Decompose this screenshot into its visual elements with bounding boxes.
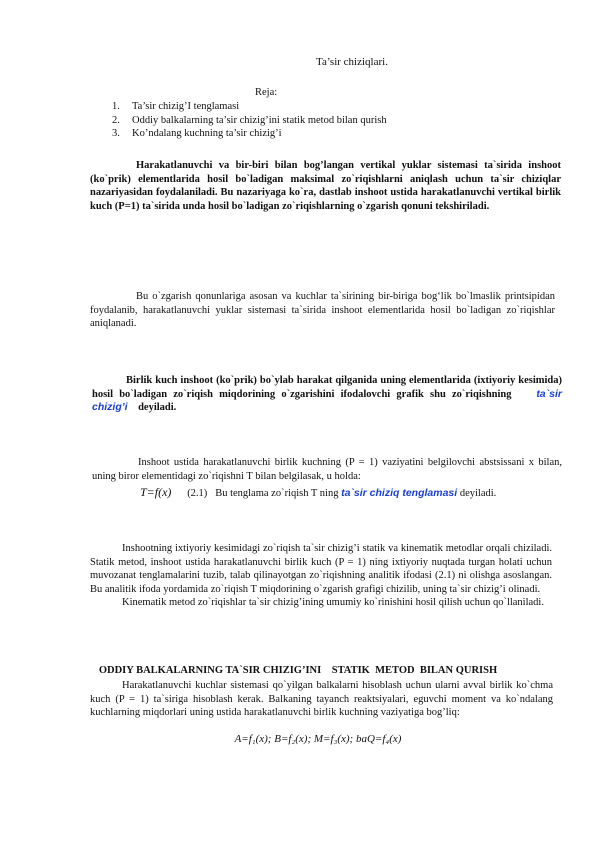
paragraph-beam-forces: Harakatlanuvchi kuchlar sistemasi qo`yilgan balkalarni hisoblash uchun ularni avval birlik ko`chma kuch (P = 1) ta`siriga hisoblash kerak. Balkaning tayanch reaktsiyalari, eguvchi moment va ko`ndalang kuchlarning miqdorlari uning ustida harakatlanuvchi birlik kuchning vaziyatiga bog’liq: bbox=[90, 680, 553, 718]
definition-suffix: deyiladi. bbox=[138, 402, 177, 413]
formula-description: Bu tenglama zo`riqish T ning bbox=[215, 488, 339, 499]
formula-influence-equation: T=f(x) bbox=[140, 485, 172, 499]
definition-text: Birlik kuch inshoot (ko`prik) bo`ylab harakat qilganida uning elementlarida (ixtiyoriy kesimida) hosil bo`ladigan zo`riqish miqdorining o`zgarishini ifodalovchi grafik shu zo`riqishning bbox=[92, 375, 562, 400]
paragraph-abscissa: Inshoot ustida harakatlanuvchi birlik kuchning (P = 1) vaziyatini belgilovchi abstsissani x bilan, uning biror elementidagi zo`riqishni T bilan belgilasak, u holda: bbox=[92, 457, 562, 482]
intro-paragraph: Harakatlanuvchi va bir-biri bilan bog’langan vertikal yuklar sistemasi ta`sirida inshoot (ko`prik) elementlarida hosil bo`ladigan maksimal zo`riqishlarni aniqlash uchun ta`sir chiziqlar nazariyasidan foydalaniladi. Bu nazariyaga ko`ra, dastlab inshoot ustida harakatlanuvchi vertikal birlik kuch (P=1) ta`sirida unda hosil bo`ladigan zo`riqishlarning o`zgarish qonuni tekshiriladi. bbox=[90, 160, 561, 212]
plan-item: 1. Ta’sir chizig’I tenglamasi bbox=[112, 101, 240, 112]
plan-label: Reja: bbox=[255, 87, 278, 98]
formula-number: (2.1) bbox=[187, 488, 208, 499]
formula-reactions: A=f₁(x); B=f₂(x); M=f₃(x); baQ=f₄(x) bbox=[234, 733, 402, 745]
paragraph-principle: Bu o`zgarish qonunlariga asosan va kuchlar ta`sirining bir-biriga bog‘lik bo`lmaslik printsipidan foydalanib, harakatlanuvchi yuklar sistemasi ta`sirida inshoot elementlarida hosil bo`ladigan zo`riqishlar aniqlanadi. bbox=[90, 291, 555, 329]
paragraph-static-method: Inshootning ixtiyoriy kesimidagi zo`riqish ta`sir chizig’i statik va kinematik metodlar orqali chiziladi. Statik metod, inshoot ustida harakatlanuvchi birlik kuch (P = 1) ning ixtiyoriy nuqtada turgan holati uchun muvozanat tenglamalarini tuzib, talab qilinayotgan zo`riqishning analitik ifodasi (2.1) ni olishga asoslangan. Bu analitik ifoda yordamida zo`riqish T miqdorining o`zgarish grafigi chizilib, uning ta`sir chizig’i olinadi. bbox=[90, 543, 552, 595]
definition-term: ta`sir chizig’i bbox=[92, 387, 562, 413]
paragraph-kinematic-method: Kinematik metod zo`riqishlar ta`sir chizig’ining umumiy ko`rinishini hosil qilish uchun qo`llaniladi. bbox=[122, 597, 544, 608]
plan-item: 2. Oddiy balkalarning ta’sir chizig’ini statik metod bilan qurish bbox=[112, 114, 387, 126]
plan-item: 3. Ko’ndalang kuchning ta’sir chizig’i bbox=[112, 128, 282, 139]
plan-list bbox=[112, 100, 387, 141]
formula-line bbox=[140, 485, 496, 500]
paragraph-definition bbox=[92, 374, 562, 415]
paragraph-methods bbox=[90, 542, 552, 610]
section-heading: ODDIY BALKALARNING TA`SIR CHIZIG’INI STATIK METOD BILAN QURISH bbox=[98, 665, 498, 676]
formula-term: ta`sir chiziq tenglamasi bbox=[341, 487, 458, 499]
formula-suffix: deyiladi. bbox=[459, 488, 497, 499]
document-title: Ta’sir chiziqlari. bbox=[316, 56, 388, 68]
